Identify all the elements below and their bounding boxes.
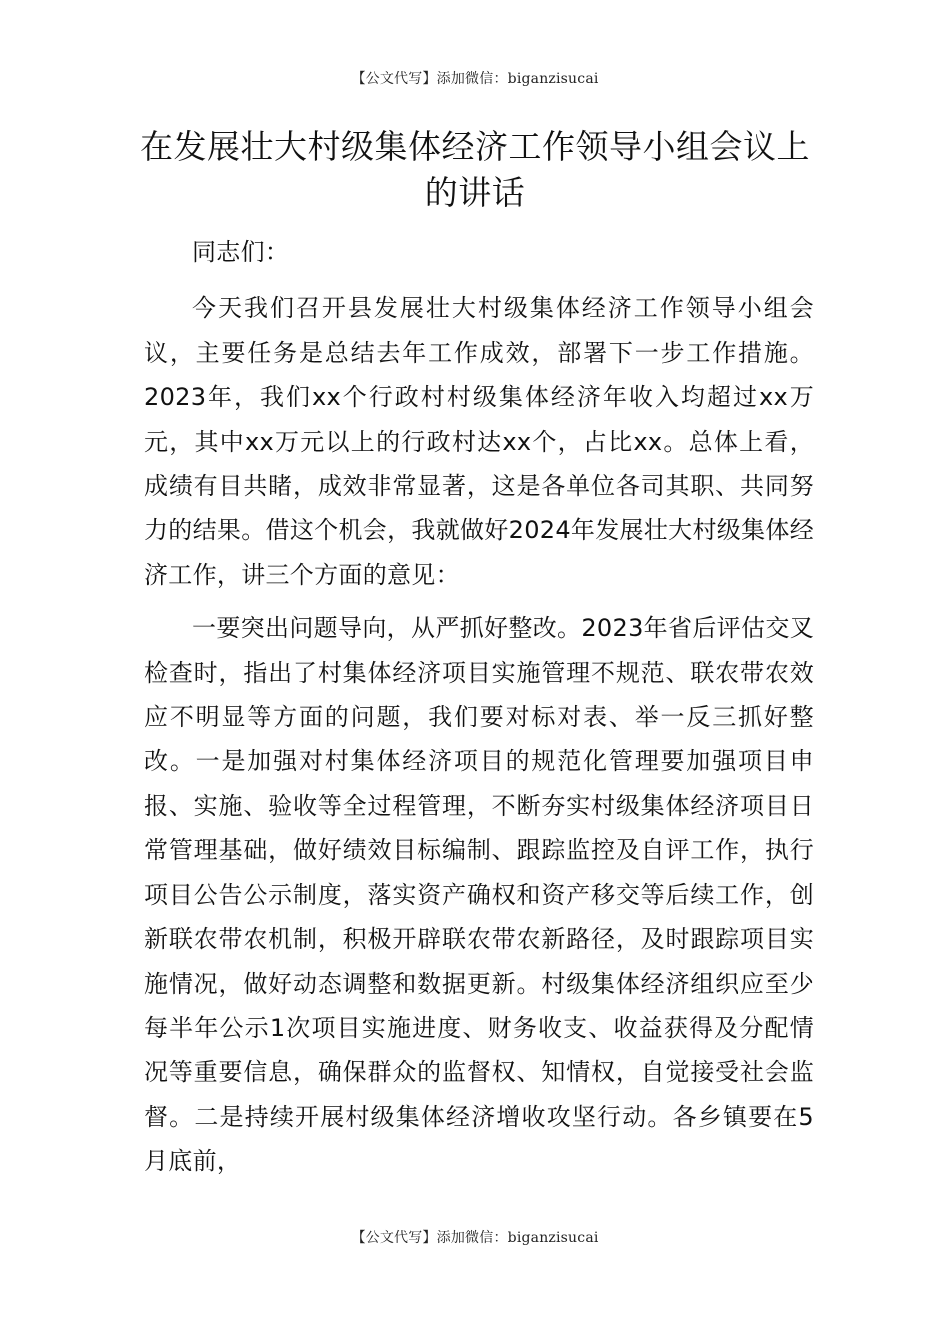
page-header: 【公文代写】添加微信：biganzisucai — [351, 71, 599, 87]
body-paragraph-1: 今天我们召开县发展壮大村级集体经济工作领导小组会议，主要任务是总结去年工作成效，部署下一步工作措施。2023年，我们xx个行政村村级集体经济年收入均超过xx万元，其中xx万元以上的行政村达xx个，占比xx。总体上看，成绩有目共睹，成效非常显著，这是各单位各司其职、共同努力的结果。借这个机会，我就做好2024年发展壮大村级集体经济工作，讲三个方面的意见： — [144, 294, 814, 589]
document-title: 在发展壮大村级集体经济工作领导小组会议上的讲话 — [140, 127, 810, 212]
document-body — [144, 230, 814, 1184]
salutation: 同志们： — [192, 238, 290, 266]
body-paragraph-2: 一要突出问题导向，从严抓好整改。2023年省后评估交叉检查时，指出了村集体经济项目实施管理不规范、联农带农效应不明显等方面的问题，我们要对标对表、举一反三抓好整改。一是加强对村集体经济项目的规范化管理要加强项目申报、实施、验收等全过程管理，不断夯实村级集体经济项目日常管理基础，做好绩效目标编制、跟踪监控及自评工作，执行项目公告公示制度，落实资产确权和资产移交等后续工作，创新联农带农机制，积极开辟联农带农新路径，及时跟踪项目实施情况，做好动态调整和数据更新。村级集体经济组织应至少每半年公示1次项目实施进度、财务收支、收益获得及分配情况等重要信息，确保群众的监督权、知情权，自觉接受社会监督。二是持续开展村级集体经济增收攻坚行动。各乡镇要在5月底前， — [144, 614, 814, 1176]
page-footer: 【公文代写】添加微信：biganzisucai — [351, 1230, 599, 1246]
